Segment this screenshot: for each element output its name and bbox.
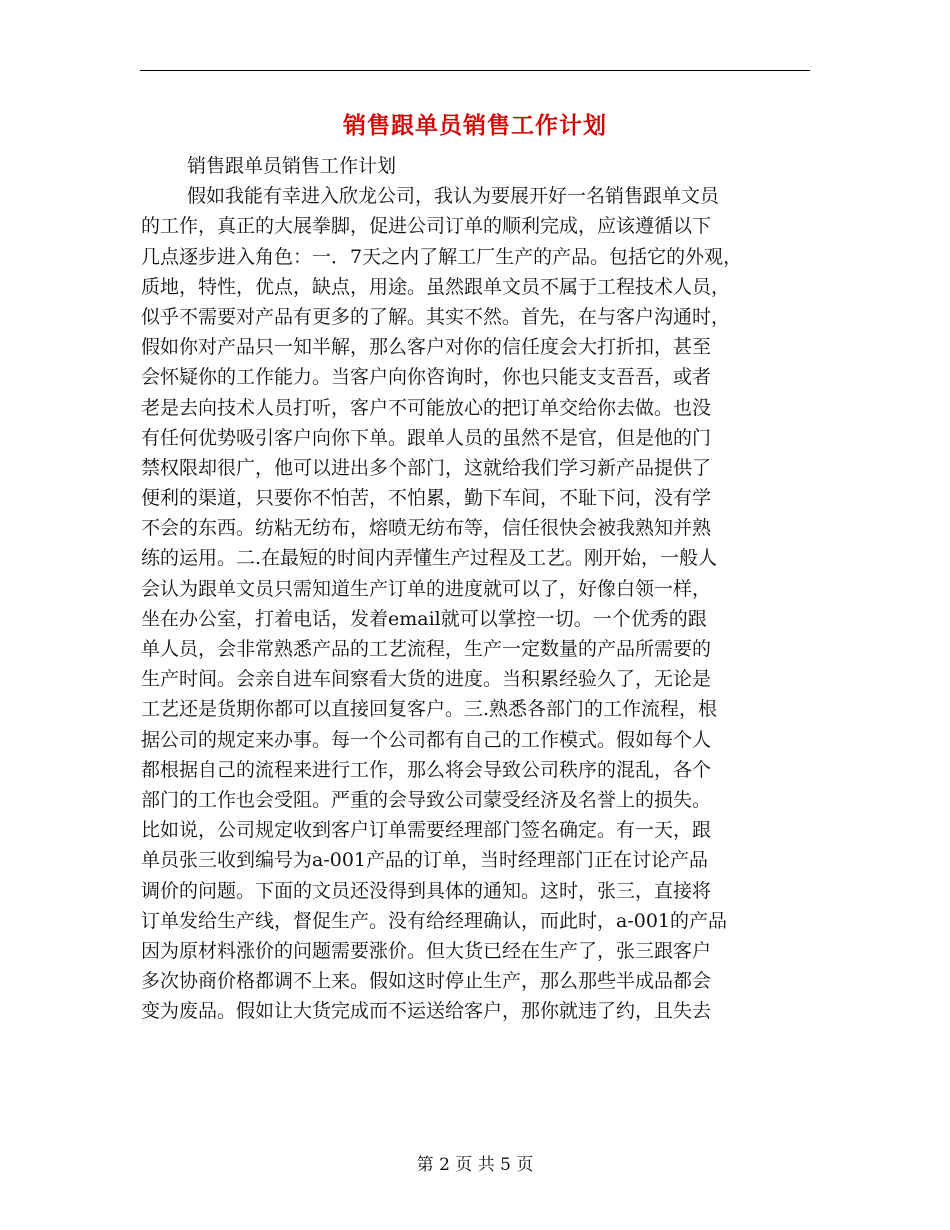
paragraph-line: 据公司的规定来办事。每一个公司都有自己的工作模式。假如每个人 [141,728,712,751]
paragraph-line: 会认为跟单文员只需知道生产订单的进度就可以了，好像白领一样， [141,577,712,600]
paragraph-line: 会怀疑你的工作能力。当客户向你咨询时，你也只能支支吾吾，或者 [141,366,712,389]
paragraph-line: 部门的工作也会受阻。严重的会导致公司蒙受经济及名誉上的损失。 [141,788,712,811]
paragraph-line: 变为废品。假如让大货完成而不运送给客户，那你就违了约，且失去 [141,1000,712,1023]
paragraph-line: 假如你对产品只一知半解，那么客户对你的信任度会大打折扣，甚至 [141,336,712,359]
paragraph-line: 都根据自己的流程来进行工作，那么将会导致公司秩序的混乱，各个 [141,758,712,781]
header-rule [140,70,810,71]
document-title: 销售跟单员销售工作计划 [343,112,607,139]
page-number-footer: 第 2 页 共 5 页 [416,1155,534,1175]
paragraph-line: 坐在办公室，打着电话，发着email就可以掌控一切。一个优秀的跟 [141,607,707,630]
paragraph-line: 订单发给生产线，督促生产。没有给经理确认，而此时，a-001的产品 [141,909,728,932]
paragraph-line: 的工作，真正的大展拳脚，促进公司订单的顺利完成，应该遵循以下 [141,215,712,238]
paragraph-line: 练的运用。二.在最短的时间内弄懂生产过程及工艺。刚开始，一般人 [141,547,718,570]
document-body [141,151,841,1026]
paragraph-line: 假如我能有幸进入欣龙公司，我认为要展开好一名销售跟单文员 [187,185,720,208]
paragraph-line: 单员张三收到编号为a-001产品的订单，当时经理部门正在讨论产品 [141,849,709,872]
paragraph-line: 多次协商价格都调不上来。假如这时停止生产，那么那些半成品都会 [141,970,712,993]
subtitle-line: 销售跟单员销售工作计划 [187,155,397,177]
paragraph-line: 比如说，公司规定收到客户订单需要经理部门签名确定。有一天，跟 [141,819,712,842]
paragraph-line: 不会的东西。纺粘无纺布，熔喷无纺布等，信任很快会被我熟知并熟 [141,517,712,540]
paragraph-line: 调价的问题。下面的文员还没得到具体的通知。这时，张三，直接将 [141,879,712,902]
paragraph-line: 几点逐步进入角色：一．7天之内了解工厂生产的产品。包括它的外观， [141,245,743,268]
paragraph-line: 便利的渠道，只要你不怕苦，不怕累，勤下车间，不耻下问，没有学 [141,487,712,510]
paragraph-line: 质地，特性，优点，缺点，用途。虽然跟单文员不属于工程技术人员， [141,275,731,298]
paragraph-line: 因为原材料涨价的问题需要涨价。但大货已经在生产了，张三跟客户 [141,939,712,962]
paragraph-line: 工艺还是货期你都可以直接回复客户。三.熟悉各部门的工作流程，根 [141,698,718,721]
paragraph-line: 有任何优势吸引客户向你下单。跟单人员的虽然不是官，但是他的门 [141,426,712,449]
paragraph-line: 似乎不需要对产品有更多的了解。其实不然。首先，在与客户沟通时， [141,305,731,328]
paragraph-line: 老是去向技术人员打听，客户不可能放心的把订单交给你去做。也没 [141,396,712,419]
paragraph-line: 禁权限却很广，他可以进出多个部门，这就给我们学习新产品提供了 [141,456,712,479]
paragraph-line: 生产时间。会亲自进车间察看大货的进度。当积累经验久了，无论是 [141,668,712,691]
paragraph-line: 单人员，会非常熟悉产品的工艺流程，生产一定数量的产品所需要的 [141,638,712,660]
